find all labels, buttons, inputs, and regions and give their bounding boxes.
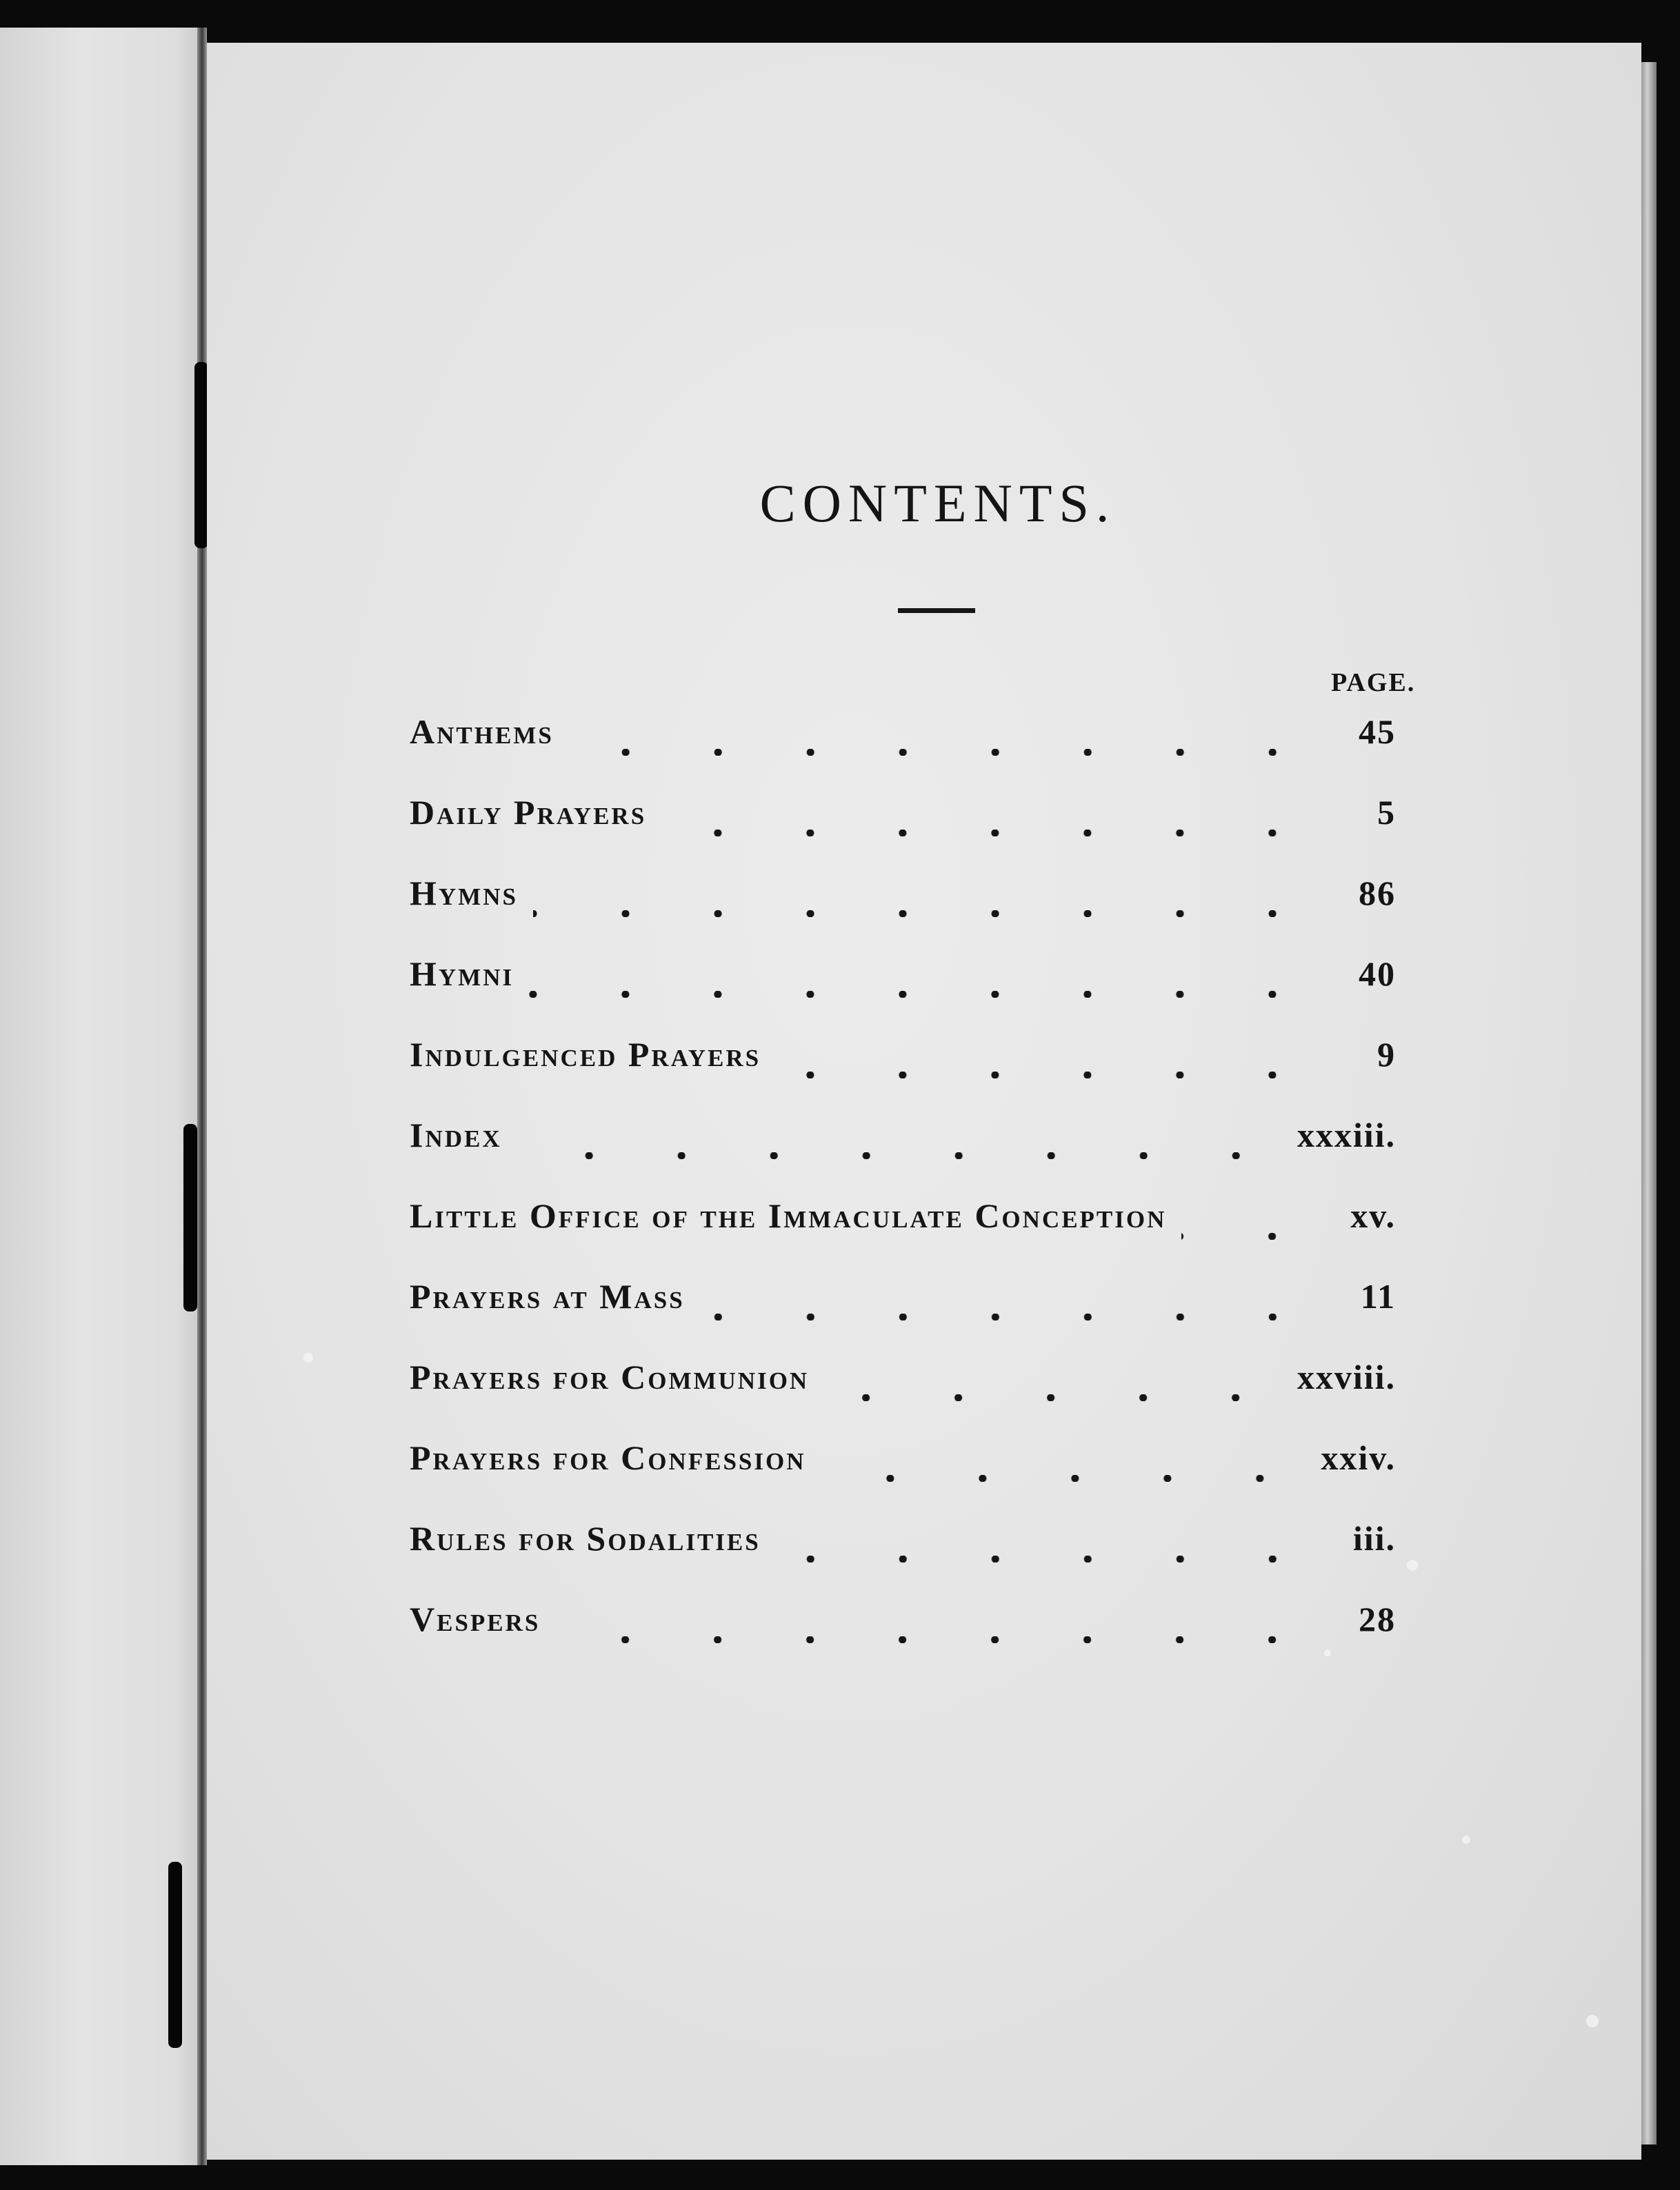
dot-leader — [700, 1314, 1319, 1320]
entry-title: Daily Prayers — [410, 793, 647, 832]
dot-leader — [1181, 1233, 1319, 1240]
heading-rule — [898, 608, 975, 613]
dot-leader — [661, 830, 1319, 836]
dot-leader — [776, 1072, 1319, 1078]
contents-entry — [410, 1034, 1396, 1115]
dot-leader — [533, 910, 1319, 917]
dot-leader — [821, 1475, 1306, 1482]
contents-entry — [410, 1357, 1396, 1438]
contents-list — [410, 712, 1396, 1680]
entry-title: Anthems — [410, 712, 554, 751]
contents-entry — [410, 954, 1396, 1034]
contents-entry — [410, 1518, 1396, 1599]
dot-leader — [824, 1394, 1282, 1401]
binding-stitch — [183, 1124, 197, 1312]
entry-title: Vespers — [410, 1600, 541, 1638]
binding-gutter — [197, 28, 207, 2165]
contents-entry — [410, 1438, 1396, 1518]
dot-leader — [776, 1556, 1319, 1563]
entry-title: Indulgenced Prayers — [410, 1035, 761, 1074]
paper-speck — [303, 1353, 313, 1363]
entry-page-number: 28 — [1359, 1600, 1396, 1638]
paper-speck — [1586, 2015, 1599, 2027]
contents-entry — [410, 1115, 1396, 1196]
entry-page-number: xxviii. — [1297, 1358, 1396, 1396]
entry-title: Little Office of the Immaculate Conception — [410, 1196, 1167, 1235]
contents-entry — [410, 1276, 1396, 1357]
contents-entry — [410, 1599, 1396, 1680]
entry-title: Hymns — [410, 874, 518, 912]
entry-title: Prayers at Mass — [410, 1277, 685, 1316]
dot-leader — [517, 1152, 1282, 1159]
paper-speck — [1462, 1836, 1470, 1844]
entry-page-number: iii. — [1352, 1519, 1396, 1558]
left-page-leaf — [0, 28, 207, 2165]
page-column-label: PAGE. — [1331, 668, 1416, 697]
entry-page-number: xxxiii. — [1297, 1116, 1396, 1154]
entry-page-number: 45 — [1359, 712, 1396, 751]
entry-page-number: 9 — [1377, 1035, 1396, 1074]
entry-title: Prayers for Communion — [410, 1358, 810, 1396]
contents-entry — [410, 792, 1396, 873]
dot-leader — [529, 991, 1319, 998]
entry-page-number: 5 — [1377, 793, 1396, 832]
page-edge — [1641, 62, 1657, 2144]
paper-speck — [1407, 1560, 1418, 1571]
dot-leader — [569, 749, 1319, 756]
entry-page-number: xxiv. — [1321, 1438, 1396, 1477]
contents-entry — [410, 1196, 1396, 1276]
entry-page-number: 11 — [1360, 1277, 1396, 1316]
entry-title: Index — [410, 1116, 502, 1154]
contents-entry — [410, 873, 1396, 954]
binding-stitch — [194, 362, 208, 548]
entry-page-number: xv. — [1350, 1196, 1396, 1235]
entry-title: Rules for Sodalities — [410, 1519, 761, 1558]
contents-heading: CONTENTS. — [759, 473, 1117, 533]
entry-page-number: 40 — [1359, 954, 1396, 993]
entry-page-number: 86 — [1359, 874, 1396, 912]
binding-stitch — [168, 1862, 182, 2048]
entry-title: Prayers for Confession — [410, 1438, 806, 1477]
dot-leader — [555, 1636, 1319, 1643]
entry-title: Hymni — [410, 954, 514, 993]
contents-entry — [410, 712, 1396, 792]
